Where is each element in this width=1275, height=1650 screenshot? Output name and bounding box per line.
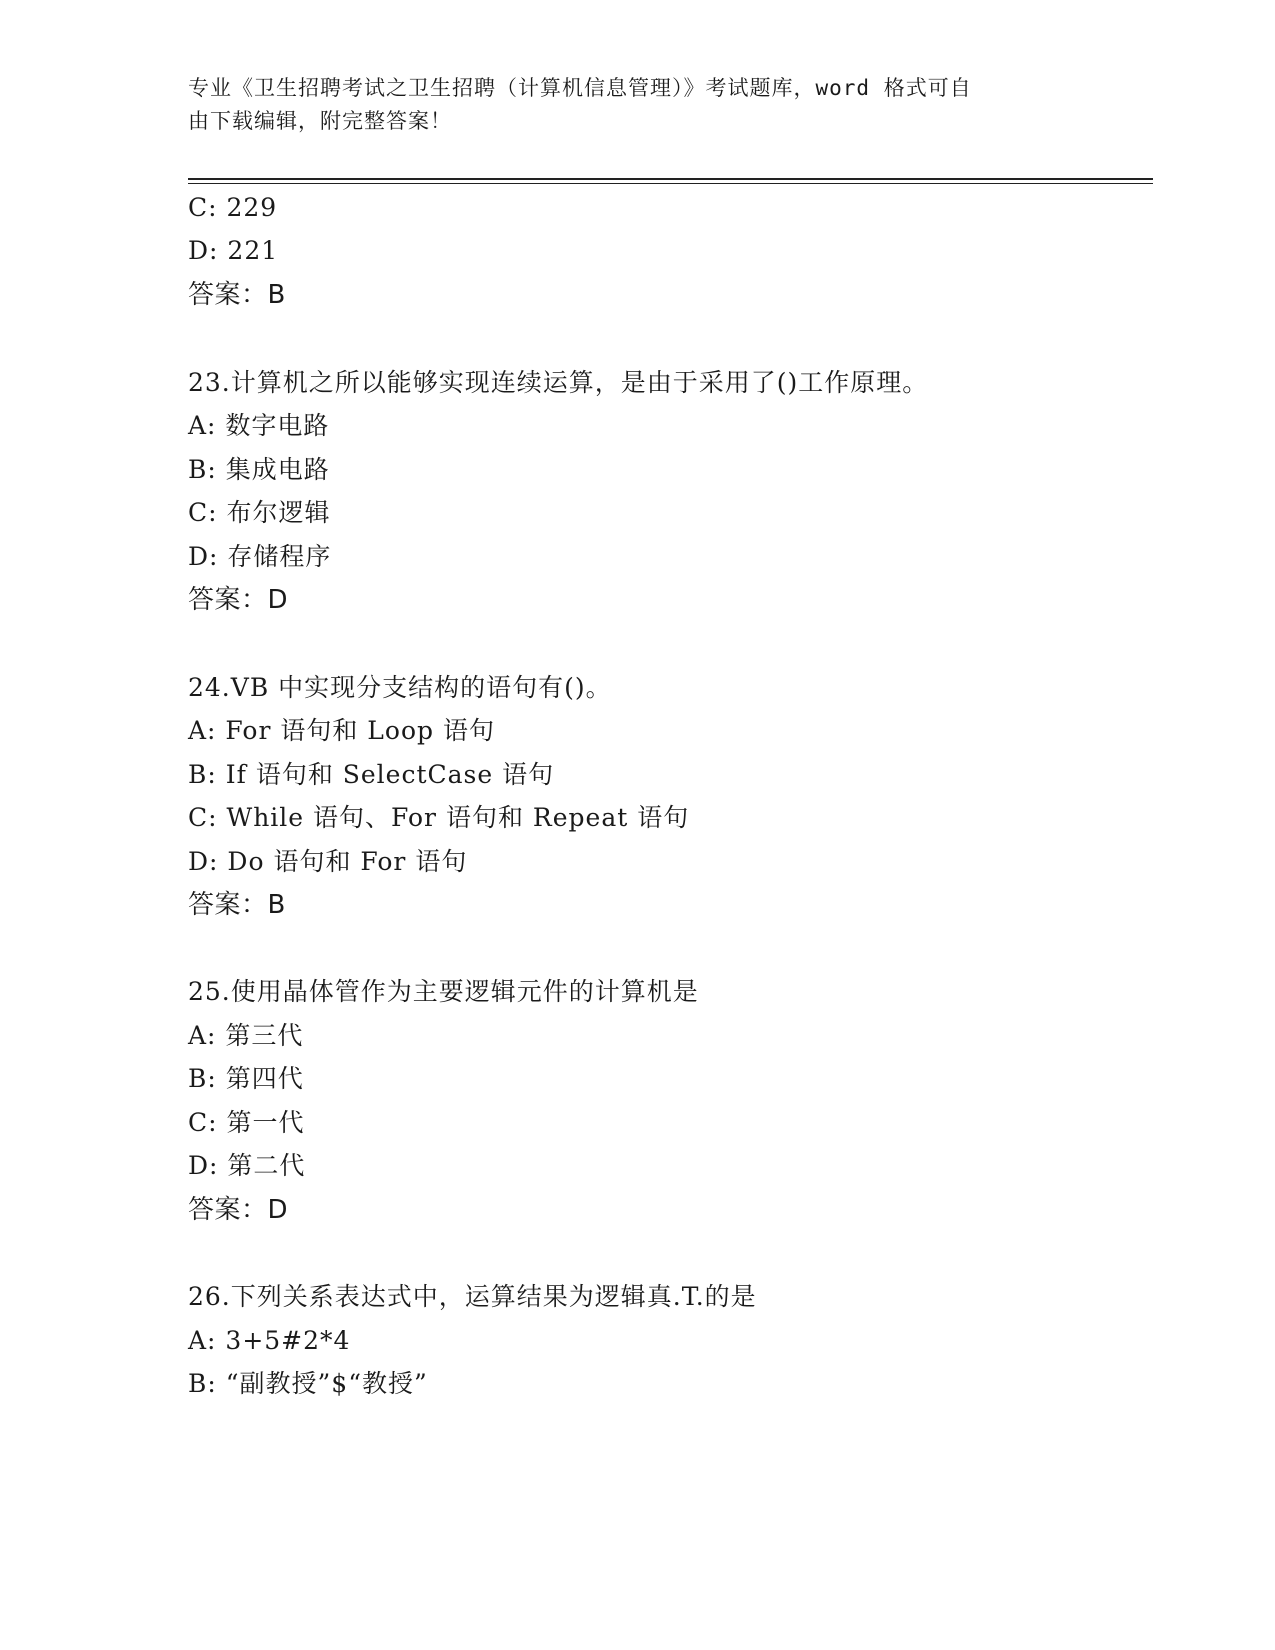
header-divider-thin: [188, 183, 1153, 184]
q22-answer: 答案：B: [188, 280, 286, 310]
q23-question: 23.计算机之所以能够实现连续运算，是由于采用了()工作原理。: [188, 368, 929, 397]
q23-option-b: B: 集成电路: [188, 455, 330, 484]
q23-option-a: A: 数字电路: [188, 411, 330, 440]
q25-option-b: B: 第四代: [188, 1064, 304, 1093]
q25-answer: 答案：D: [188, 1195, 289, 1225]
q24-option-d: D: Do 语句和 For 语句: [188, 847, 468, 876]
q23-option-d: D: 存储程序: [188, 542, 332, 571]
q26-option-b: B: “副教授”$“教授”: [188, 1369, 428, 1398]
header-line-2: 由下载编辑，附完整答案！: [188, 109, 452, 133]
q22-option-d: D: 221: [188, 236, 279, 265]
q23-answer: 答案：D: [188, 585, 289, 615]
q25-question: 25.使用晶体管作为主要逻辑元件的计算机是: [188, 977, 699, 1006]
document-header: [188, 72, 1068, 138]
q25-option-d: D: 第二代: [188, 1151, 306, 1180]
q24-option-c: C: While 语句、For 语句和 Repeat 语句: [188, 803, 690, 832]
header-line-1: 专业《卫生招聘考试之卫生招聘（计算机信息管理）》考试题库，word 格式可自: [188, 76, 972, 100]
q24-question: 24.VB 中实现分支结构的语句有()。: [188, 673, 612, 702]
q24-option-b: B: If 语句和 SelectCase 语句: [188, 760, 555, 789]
q22-option-c: C: 229: [188, 193, 278, 222]
q26-option-a: A: 3+5#2*4: [188, 1326, 351, 1355]
q25-option-c: C: 第一代: [188, 1108, 305, 1137]
q24-answer: 答案：B: [188, 890, 286, 920]
q26-question: 26.下列关系表达式中，运算结果为逻辑真.T.的是: [188, 1282, 757, 1311]
q24-option-a: A: For 语句和 Loop 语句: [188, 716, 495, 745]
header-divider-thick: [188, 178, 1153, 180]
q23-option-c: C: 布尔逻辑: [188, 498, 331, 527]
q25-option-a: A: 第三代: [188, 1021, 304, 1050]
